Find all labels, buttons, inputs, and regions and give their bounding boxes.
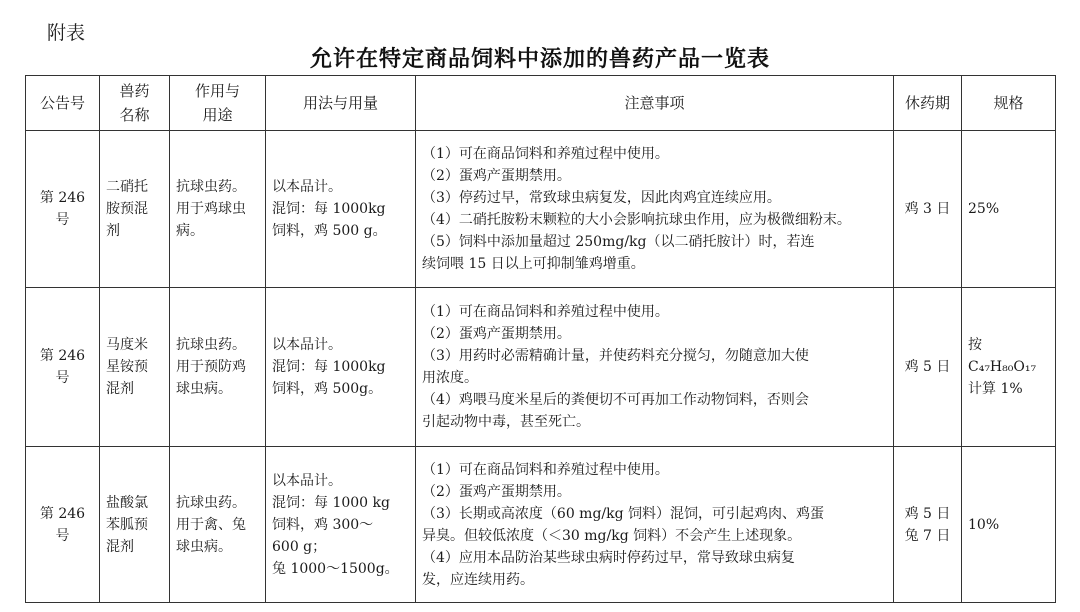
usage-cell: 以本品计。 混饲：每 1000kg 饲料，鸡 500 g。: [266, 131, 416, 288]
header-spec: 规格: [962, 76, 1056, 131]
note-line: （2）蛋鸡产蛋期禁用。: [422, 483, 571, 500]
note-line: （5）饲料中添加量超过 250mg/kg（以二硝托胺计）时，若连: [422, 234, 815, 250]
note-line: 发，应连续用药。: [422, 571, 534, 588]
withdrawal-cell: 鸡 5 日 兔 7 日: [894, 447, 962, 603]
header-announcement-no: 公告号: [26, 76, 100, 131]
note-line: （4）应用本品防治某些球虫病时停药过早，常导致球虫病复: [422, 549, 795, 566]
spec-cell: 25%: [962, 131, 1056, 288]
purpose-cell: 抗球虫药。 用于预防鸡 球虫病。: [170, 288, 266, 447]
usage-cell: 以本品计。 混饲：每 1000 kg 饲料，鸡 300～ 600 g； 兔 1000～1500g。: [266, 447, 416, 603]
note-line: （1）可在商品饲料和养殖过程中使用。: [422, 146, 669, 162]
header-purpose: 作用与 用途: [170, 76, 266, 131]
withdrawal-cell: 鸡 3 日: [894, 131, 962, 288]
spec-cell: 10%: [962, 447, 1056, 603]
table-header-row: [26, 76, 1056, 131]
table-row: [26, 288, 1056, 447]
note-line: （4）鸡喂马度米星后的粪便切不可再加工作动物饲料，否则会: [422, 392, 809, 408]
note-line: （2）蛋鸡产蛋期禁用。: [422, 168, 571, 184]
notes-cell: [416, 447, 894, 603]
note-line: （3）用药时必需精确计量，并使药料充分搅匀，勿随意加大使: [422, 348, 809, 364]
note-line: （3）长期或高浓度（60 mg/kg 饲料）混饲，可引起鸡肉、鸡蛋: [422, 505, 825, 522]
appendix-label: 附表: [47, 22, 86, 44]
notes-cell: [416, 131, 894, 288]
note-line: 引起动物中毒，甚至死亡。: [422, 414, 590, 430]
page-title: 允许在特定商品饲料中添加的兽药产品一览表: [309, 47, 770, 72]
withdrawal-cell: 鸡 5 日: [894, 288, 962, 447]
note-line: （1）可在商品饲料和养殖过程中使用。: [422, 461, 669, 478]
drug-name-cell: 盐酸氯 苯胍预 混剂: [100, 447, 170, 603]
announcement-no-cell: 第 246 号: [26, 447, 100, 603]
drug-name-cell: 马度米 星铵预 混剂: [100, 288, 170, 447]
header-usage: 用法与用量: [266, 76, 416, 131]
purpose-cell: 抗球虫药。 用于鸡球虫 病。: [170, 131, 266, 288]
header-withdrawal: 休药期: [894, 76, 962, 131]
header-notes: 注意事项: [416, 76, 894, 131]
note-line: （2）蛋鸡产蛋期禁用。: [422, 326, 571, 342]
drug-name-cell: 二硝托 胺预混 剂: [100, 131, 170, 288]
note-line: （1）可在商品饲料和养殖过程中使用。: [422, 304, 669, 320]
announcement-no-cell: 第 246 号: [26, 131, 100, 288]
table-row: [26, 447, 1056, 603]
note-line: 异臭。但较低浓度（＜30 mg/kg 饲料）不会产生上述现象。: [422, 527, 802, 544]
purpose-cell: 抗球虫药。 用于禽、兔 球虫病。: [170, 447, 266, 603]
table-row: [26, 131, 1056, 288]
note-line: 续饲喂 15 日以上可抑制雏鸡增重。: [422, 256, 645, 272]
announcement-no-cell: 第 246 号: [26, 288, 100, 447]
note-line: （4）二硝托胺粉末颗粒的大小会影响抗球虫作用，应为极微细粉末。: [422, 212, 851, 228]
note-line: （3）停药过早，常致球虫病复发，因此肉鸡宜连续应用。: [422, 190, 781, 206]
drug-table: [25, 75, 1056, 603]
notes-cell: [416, 288, 894, 447]
header-drug-name: 兽药 名称: [100, 76, 170, 131]
usage-cell: 以本品计。 混饲：每 1000kg 饲料，鸡 500g。: [266, 288, 416, 447]
spec-cell: 按 C₄₇H₈₀O₁₇ 计算 1%: [962, 288, 1056, 447]
note-line: 用浓度。: [422, 370, 478, 386]
